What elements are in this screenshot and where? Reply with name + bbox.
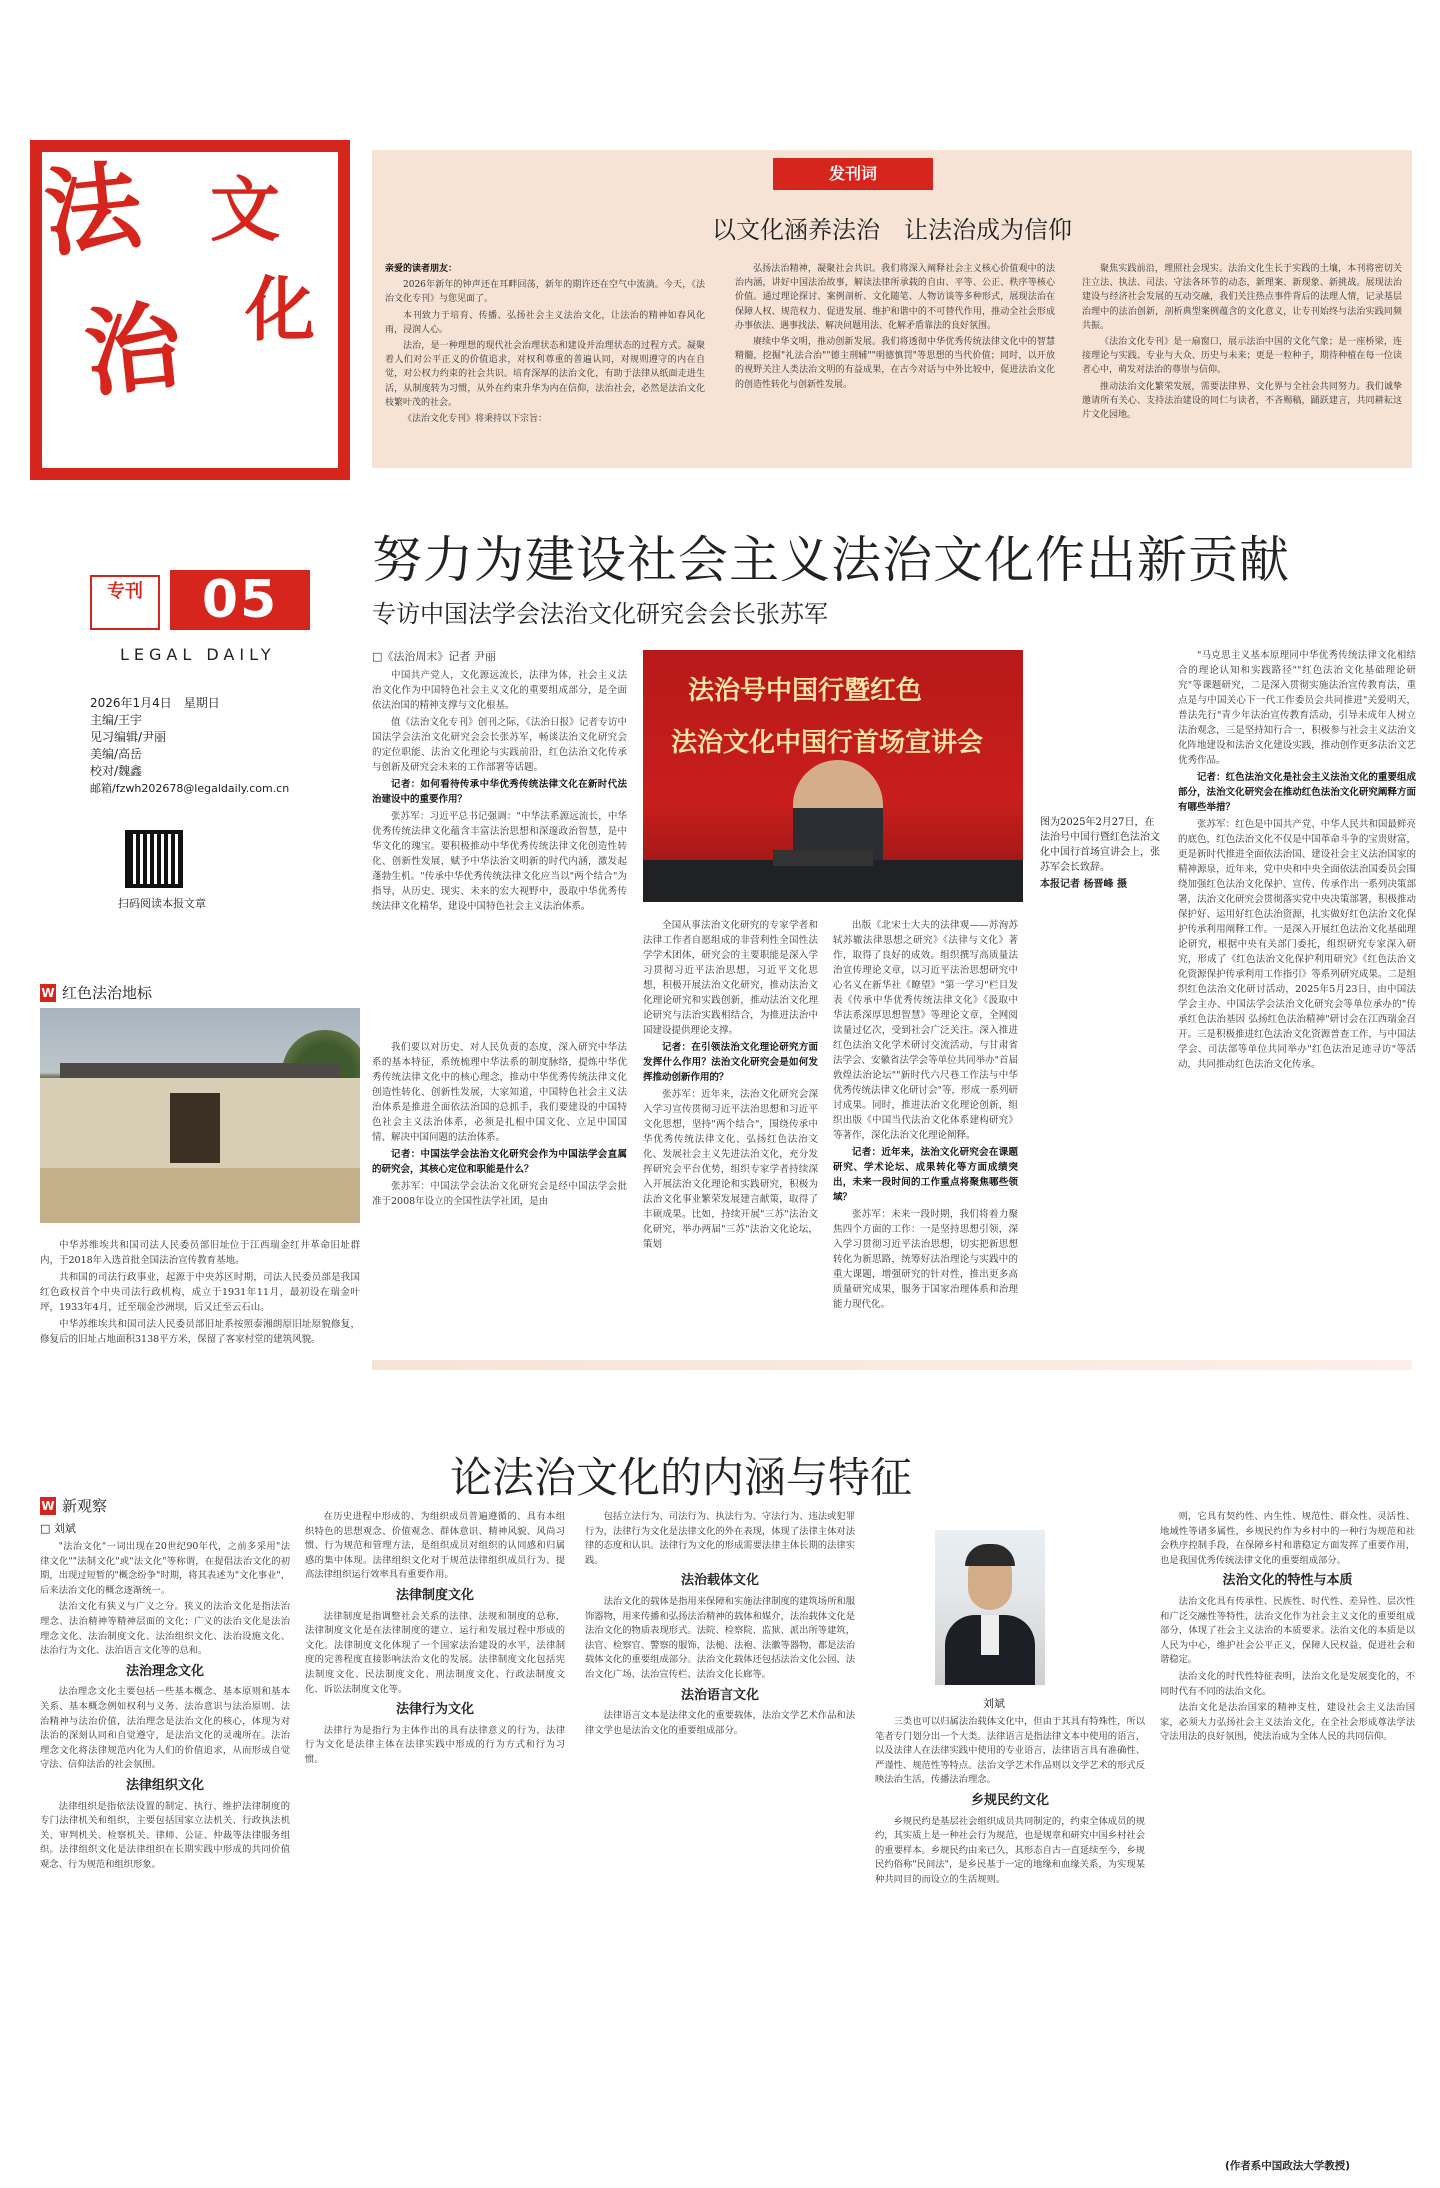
hair-shape xyxy=(965,1544,1015,1566)
editorial-col-2 xyxy=(735,262,1055,394)
article-paragraph: "马克思主义基本原理同中华优秀传统法律文化相结合的理论认知和实践路径""红色法治文化基础理论研究"等课题研究，二是深入贯彻实施法治宣传教育法，重点是与中国关心下一代工作委员会共同推进"关爱明天，普法先行"青少年法治宣传教育活动，引导未成年人树立法治观念，三是坚持知行合一，积极参与社会主义法治文化阵地建设和法治文化建设实践，推动创作更多法治文艺优秀作品。 xyxy=(1178,650,1416,766)
article-paragraph: 中国共产党人，文化源远流长，法律为体，社会主义法治文化作为中国特色社会主义文化的重要组成部分，是全面依法治国的精神支撑与文化根基。 xyxy=(372,670,627,711)
special-issue-label: 专刊 xyxy=(90,575,160,630)
editorial-paragraph: 2026年新年的钟声还在耳畔回荡，新年的期许还在空气中流淌。今天，《法治文化专刊》与您见面了。 xyxy=(385,280,705,305)
article-paragraph: 法律制度是指调整社会关系的法律、法规和制度的总称，法律制度文化是在法律制度的建立、运行和发展过程中形成的文化。法律制度文化体现了一个国家法治建设的水平，法律制度的完善程度直接影响法治文化的发展。法律制度文化包括宪法制度文化、民法制度文化、刑法制度文化、行政法制度文化、诉讼法制度文化等。 xyxy=(305,1610,565,1695)
article-paragraph: 张苏军：习近平总书记强调："中华法系源远流长，中华优秀传统法律文化蕴含丰富法治思想和深邃政治智慧，是中华文化的瑰宝。要积极推动中华优秀传统法律文化创造性转化、创新性发展，赋予中华法治文明新的时代内涵，激发起蓬勃生机。"传承中华优秀传统法律文化应当以"两个结合"为指导，从历史、现实、未来的宏大视野中，汲取中华优秀传统法律文化精华，建设中国特色社会主义法治体系。 xyxy=(372,811,627,912)
article-paragraph: 张苏军：红色是中国共产党、中华人民共和国最鲜亮的底色，红色法治文化不仅是中国革命斗争的宝贵财富，更是新时代推进全面依法治国、建设社会主义法治国家的精神源泉，近年来，党中央和中央全面依法治国委员会围绕加强红色法治文化保护、宣传、传承作出一系列决策部署，法治文化研究会贯彻落实党中央决策部署，积极推动保护好、运用好红色法治资源，扎实做好红色法治文化保护传承利用阐释工作。一是深入开展红色法治文化基础理论研究，根据中央有关部门委托，组织研究专家深入研究，形成了《红色法治文化保护利用研究》《红色法治文化资源保护传承利用工作指引》等系列研究成果。二是组织红色法治文化研讨活动，2025年5月23日，由中国法学会主办、中国法学会法治文化研究会等单位承办的"传承红色法治基因 弘扬红色法治精神"研讨会在江西瑞金召开。三是积极推进红色法治文化资源普查工作，与中国法学会、司法部等单位共同举办"红色法治足迹寻访"等活动，共同推动红色法治文化传承。 xyxy=(1178,819,1416,1070)
section-heading: 法治载体文化 xyxy=(680,1573,759,1589)
section-heading: 法治文化的特性与本质 xyxy=(1222,1573,1353,1589)
editorial-tag: 发刊词 xyxy=(773,158,933,190)
proofreader: 校对/魏鑫 xyxy=(90,764,143,778)
editorial-salutation: 亲爱的读者朋友： xyxy=(385,264,458,274)
edition-info xyxy=(90,695,310,797)
caption-text: 图为2025年2月27日，在法治号中国行暨红色法治文化中国行首场宣讲会上，张苏军会长致辞。 xyxy=(1040,817,1160,873)
article-paragraph: 法治文化的载体是指用来保障和实施法律制度的建筑场所和服饰器物，用来传播和弘扬法治精神的载体和媒介，法治载体文化是法治文化的物质表现形式。法院、检察院、监狱、派出所等建筑，法官、检察官、警察的服饰，法槌、法袍、法徽等器物，都是法治载体文化的重要组成部分。法治文化载体还包括法治文化公园、法治文化广场、法治宣传栏、法治文化长廊等。 xyxy=(585,1595,855,1680)
article-paragraph: 法治文化是法治国家的精神支柱，建设社会主义法治国家，必须大力弘扬社会主义法治文化，在全社会形成尊法学法守法用法的良好氛围，使法治成为全体人民的共同信仰。 xyxy=(1160,1702,1415,1743)
qr-code[interactable] xyxy=(125,830,183,888)
article-paragraph: 则，它具有契约性、内生性、规范性、群众性、灵活性、地域性等诸多属性，乡规民约作为乡村中的一种行为规范和社会秩序控制手段，在保障乡村和谐稳定方面发挥了重要作用，也是我国优秀传统法律文化的重要组成部分。 xyxy=(1160,1511,1415,1566)
photo-caption xyxy=(1040,815,1160,892)
article-paragraph: 法治理念文化主要包括一些基本概念、基本原则和基本关系、基本概念例如权利与义务、法治意识与法治原则、法治精神与法治价值，法治理念是法治文化的核心，体现为对法治的深刻认同和自觉遵守，是法治文化的灵魂所在。法治理念文化将法律规范内化为人们的价值追求，从而形成自觉守法、信仰法治的社会氛围。 xyxy=(40,1686,290,1771)
editorial-paragraph: 《法治文化专刊》将秉持以下宗旨： xyxy=(403,414,548,425)
interview-question: 记者：如何看待传承中华优秀传统法律文化在新时代法治建设中的重要作用？ xyxy=(372,779,627,805)
main-col-5 xyxy=(1178,648,1416,1348)
art2-col-5 xyxy=(1160,1510,1415,2150)
art2-col-1 xyxy=(40,1540,290,2180)
art-editor: 美编/高岳 xyxy=(90,747,143,761)
editorial-paragraph: 本刊致力于培育、传播、弘扬社会主义法治文化，让法治的精神如春风化雨，浸润人心。 xyxy=(385,310,705,335)
laptop-shape xyxy=(773,850,873,866)
editorial-paragraph: 推动法治文化繁荣发展，需要法律界、文化界与全社会共同努力。我们诚挚邀请所有关心、支持法治建设的同仁与读者，不吝赐稿，踊跃建言，共同耕耘这片文化园地。 xyxy=(1082,381,1402,421)
editorial-paragraph: 《法治文化专刊》是一扇窗口，展示法治中国的文化气象；是一座桥梁，连接理论与实践、专业与大众、历史与未来；更是一粒种子，期待种植在每一位读者心中，萌发对法治的尊崇与信仰。 xyxy=(1082,337,1402,376)
editorial-title: 以文化涵养法治 让法治成为信仰 xyxy=(712,216,1072,244)
article-paragraph: 值《法治文化专刊》创刊之际，《法治日报》记者专访中国法学会法治文化研究会会长张苏军，畅谈法治文化研究会的定位职能、法治文化理论与实践前沿，红色法治文化传承与创新及研究会未来的工作部署等话题。 xyxy=(372,717,627,773)
editorial-paragraph: 聚焦实践前沿，理照社会现实。法治文化生长于实践的土壤，本刊将密切关注立法、执法、司法、守法各环节的动态，新理案、新现象、新挑战。展现法治建设与经济社会发展的互动交融，我们关注热点事件背后的法理人情，记录基层治理中的法治创新，剖析典型案例蕴含的文化意义，让专刊始终与法治实践同频共振。 xyxy=(1082,264,1402,331)
legal-daily-wordmark: LEGAL DAILY xyxy=(120,645,276,664)
ground-shape xyxy=(40,1168,360,1223)
author-portrait xyxy=(935,1530,1045,1685)
site-paragraph: 共和国的司法行政事业，起源于中央苏区时期，司法人民委员部是我国红色政权首个中央司法行政机构，成立于1931年11月，最初设在瑞金叶坪，1933年4月，迁至瑞金沙洲坝，后又迁至云石山。 xyxy=(40,1272,360,1313)
art2-col-3 xyxy=(585,1510,855,2180)
site-paragraph: 中华苏维埃共和国司法人民委员部旧址系按照泰湘朗原旧址原貌修复，修复后的旧址占地面积3138平方米，保留了客家村堂的建筑风貌。 xyxy=(40,1319,360,1345)
interview-question: 记者：红色法治文化是社会主义法治文化的重要组成部分，法治文化研究会在推动红色法治文化研究阐释方面有哪些举措？ xyxy=(1178,772,1416,813)
section-divider xyxy=(372,1360,1412,1370)
article-paragraph: 法治文化有狭义与广义之分。狭义的法治文化是指法治理念、法治精神等精神层面的文化；广义的法治文化是法治理念文化、法治制度文化、法治组织文化、法治设施文化、法治行为文化、法治语言文化等的总和。 xyxy=(40,1601,290,1657)
author-note: (作者系中国政法大学教授) xyxy=(1225,2160,1351,2172)
section-heading: 法治语言文化 xyxy=(680,1687,759,1703)
main-col-3 xyxy=(643,918,818,1343)
interview-question: 记者：在引领法治文化理论研究方面发挥什么作用？法治文化研究会是如何发挥推动创新作用的？ xyxy=(643,1042,818,1083)
article-paragraph: 我们要以对历史、对人民负责的态度，深入研究中华法系的基本特征，系统梳理中华法系的制度脉络，提炼中华优秀传统法律文化中的核心理念，推动中华优秀传统法律文化创造性转化、创新性发展，大家知道，中国特色社会主义法治体系是推进全面依法治国的总抓手，我们要建设的中国特色社会主义法治体系，必须是扎根中国文化、立足中国国情、解决中国问题的法治体系。 xyxy=(372,1042,627,1143)
editorial-paragraph: 法治，是一种理想的现代社会治理状态和建设并治理状态的过程方式。凝聚着人们对公平正义的价值追求，对权利尊重的普遍认同，对规则遵守的内在自觉，对公权力约束的社会共识。培育深厚的法治文化，有助于法律从纸面走进生活，从制度转为习惯，从外在约束升华为内在信仰，法治社会，必然是法治文化枝繁叶茂的社会。 xyxy=(385,341,705,408)
section-heading: 法律制度文化 xyxy=(395,1587,474,1603)
article-2-headline: 论法治文化的内涵与特征 xyxy=(450,1453,913,1502)
masthead-char-wen: 文 xyxy=(210,168,280,251)
article-paragraph: 法治文化具有传承性、民族性、时代性、差异性、层次性和广泛交融性等特性，法治文化作为社会主义文化的重要组成部分，体现了社会主义法治的本质要求。法治文化的本质是以人民为中心，维护社会公平正义，保障人民权益，促进社会和谐稳定。 xyxy=(1160,1595,1415,1666)
masthead-char-fa: 法 xyxy=(39,148,147,271)
masthead-char-zhi: 治 xyxy=(79,288,187,411)
article-paragraph: 张苏军：未来一段时期，我们将着力聚焦四个方面的工作：一是坚持思想引领，深入学习贯彻习近平法治思想，切实把新思想转化为新思路，统筹好法治理论与实践中的重大课题，增强研究的针对性，推出更多高质量研究成果，服务于国家治理体系和治理能力现代化。 xyxy=(833,1209,1018,1310)
portrait-caption: 刘斌 xyxy=(983,1697,1005,1710)
editorial-paragraph: 赓续中华文明，推动创新发展。我们将透彻中华优秀传统法律文化中的智慧精髓，挖掘"礼法合治""德主刑辅""明德慎罚"等思想的当代价值；同时，以开放的视野关注人类法治文明的有益成果，在古今对话与中外比较中，促进法治文化的创造性转化与创新性发展。 xyxy=(735,337,1055,390)
editor-chief: 主编/王宇 xyxy=(90,713,143,727)
article-paragraph: 全国从事法治文化研究的专家学者和法律工作者自愿组成的非营利性全国性法学学术团体，研究会的主要职能是深入学习贯彻习近平法治思想，习近平文化思想，积极开展法治文化研究，推动法治文化理论研究和实践创新，推动法治文化理论研究与法治实践相结合，为推进法治中国建设提供理论支撑。 xyxy=(643,920,818,1036)
article-paragraph: "法治文化"一词出现在20世纪90年代，之前多采用"法律文化""法制文化"或"法文化"等称谓，在提倡法治文化的初期，出现过短暂的"概念纷争"时期，将其表述为"文化事业"，后来法治文化的概念逐渐统一。 xyxy=(40,1541,290,1596)
w-mark-icon: W xyxy=(41,985,55,1000)
main-photo xyxy=(643,650,1023,902)
new-observation-header xyxy=(40,1495,107,1516)
editorial-paragraph: 弘扬法治精神，凝聚社会共识。我们将深入阐释社会主义核心价值观中的法治内涵，讲好中国法治故事，解读法律所承载的自由、平等、公正、秩序等核心价值。通过理论探讨、案例剖析、文化随笔、人物访谈等多种形式，展现法治在保障人权、规范权力、促进发展、维护和谐中的不可替代作用，推动全社会形成办事依法、遇事找法、解决问题用法、化解矛盾靠法的良好氛围。 xyxy=(735,264,1055,331)
site-photo xyxy=(40,1008,360,1223)
section-heading: 乡规民约文化 xyxy=(970,1792,1049,1808)
new-observation-title: 新观察 xyxy=(62,1497,108,1515)
shirt-shape xyxy=(981,1615,999,1655)
editor-trainee: 见习编辑/尹丽 xyxy=(90,730,167,744)
article-paragraph: 张苏军：中国法学会法治文化研究会是经中国法学会批准于2008年设立的全国性法学社团，是由 xyxy=(372,1181,627,1207)
article-paragraph: 法治文化的时代性特征表明，法治文化是发展变化的，不同时代有不同的法治文化。 xyxy=(1160,1670,1415,1697)
main-col-1b xyxy=(372,1040,627,1340)
editorial-col-1 xyxy=(385,262,705,428)
main-headline: 努力为建设社会主义法治文化作出新贡献 xyxy=(372,531,1290,589)
article-2-byline: □ 刘斌 xyxy=(40,1522,76,1535)
article-paragraph: 法律行为是指行为主体作出的具有法律意义的行为，法律行为文化是法律主体在法律实践中形成的行为方式和行为习惯。 xyxy=(305,1724,565,1765)
gate-shape xyxy=(170,1093,220,1163)
red-site-header xyxy=(40,982,152,1003)
qr-caption: 扫码阅读本报文章 xyxy=(118,897,206,910)
main-byline: □《法治周末》记者 尹丽 xyxy=(372,650,496,663)
site-paragraph: 中华苏维埃共和国司法人民委员部旧址位于江西瑞金红井革命旧址群内，于2018年入选首批全国法治宣传教育基地。 xyxy=(40,1240,360,1266)
article-paragraph: 在历史进程中形成的、为组织成员普遍遵循的、具有本组织特色的思想观念、价值观念、群体意识、精神风貌、风尚习惯、行为规范和管理方法，是组织成员对组织的认同感和归属感的集中体现。法律组织文化对于规范法律组织成员行为、提高法律组织运行效率具有重要作用。 xyxy=(305,1511,565,1581)
main-col-4 xyxy=(833,918,1018,1343)
interview-question: 记者：中国法学会法治文化研究会作为中国法学会直属的研究会，其核心定位和职能是什么？ xyxy=(372,1149,627,1175)
article-paragraph: 乡规民约是基层社会组织成员共同制定的，约束全体成员的规约，其实质上是一种社会行为规范，也是规章和研究中国乡村社会的重要样本。乡规民约由来已久，其形态自古一直延续至今，乡规民约俗称"民间法"，是乡民基于一定的地缘和血缘关系，为实现某种共同目的而设立的生活规则。 xyxy=(875,1815,1145,1885)
site-description xyxy=(40,1238,360,1349)
photo-banner-line-2: 法治文化中国行首场宣讲会 xyxy=(671,728,984,758)
w-mark-icon: W xyxy=(41,1498,55,1513)
article-paragraph: 张苏军：近年来，法治文化研究会深入学习宣传贯彻习近平法治思想和习近平文化思想，坚持"两个结合"，围绕传承中华优秀传统法律文化、弘扬红色法治文化、发展社会主义先进法治文化，充分发挥研究会平台优势，组织专家学者持续深入开展法治文化理论和实践研究，积极为法治文化事业繁荣发展建言献策，取得了丰硕成果。比如，持续开展"三苏"法治文化研究，举办两届"三苏"法治文化论坛，策划 xyxy=(643,1089,818,1250)
section-heading: 法治理念文化 xyxy=(125,1663,204,1679)
caption-credit: 本报记者 杨晋峰 摄 xyxy=(1040,879,1127,890)
edition-date: 2026年1月4日 星期日 xyxy=(90,696,220,710)
red-site-title: 红色法治地标 xyxy=(62,984,153,1002)
masthead-char-hua: 化 xyxy=(245,268,315,351)
article-paragraph: 出版《北宋士大夫的法律观——苏洵苏轼苏辙法律思想之研究》《法律与文化》著作，取得了良好的成效。组织撰写高质量法治宣传理论文章，以习近平法治思想研究中心名义在新华社《瞭望》"第一学习"栏目发表《传承中华优秀传统法律文化》《汲取中华法系深厚思想智慧》等理论文章，全网阅读量过亿次，受到社会广泛关注。深入推进红色法治文化学术研讨交流活动，与甘肃省法学会、安徽省法学会等单位共同举办"首届敦煌法治论坛""新时代六尺巷工作法与中华优秀传统法律文化研讨会"等，形成一系列研讨成果。同时，推进法治文化理论创新，组织出版《中国当代法治文化体系建构研究》等著作，深化法治文化理论阐释。 xyxy=(833,920,1018,1141)
section-heading: 法律行为文化 xyxy=(395,1702,474,1718)
issue-number: 05 xyxy=(170,570,310,630)
article-paragraph: 法律语言文本是法律文化的重要载体，法治文学艺术作品和法律文学也是法治文化的重要组成部分。 xyxy=(585,1710,855,1736)
desk-shape xyxy=(643,860,1023,902)
email[interactable]: 邮箱/fzwh202678@legaldaily.com.cn xyxy=(90,782,290,795)
article-paragraph: 包括立法行为、司法行为、执法行为、守法行为、违法或犯罪行为，法律行为文化是法律文化的外在表现，体现了法律主体对法律的态度和认识。法律行为文化的形成需要法律主体长期的法律实践。 xyxy=(585,1511,855,1566)
article-paragraph: 三类也可以归属法治载体文化中，但由于其具有特殊性，所以笔者专门划分出一个大类。法律语言是指法律文本中使用的语言，以及法律人在法律实践中使用的专业语言，法律语言具有准确性、严谨性、规范性等特点。法治文学艺术作品则以文学艺术的形式反映法治生活，传播法治理念。 xyxy=(875,1716,1145,1786)
photo-banner-line-1: 法治号中国行暨红色 xyxy=(688,676,923,706)
interview-question: 记者：近年来，法治文化研究会在课题研究、学术论坛、成果转化等方面成绩突出，未来一段时间的工作重点将聚焦哪些领域？ xyxy=(833,1147,1018,1203)
section-heading: 法律组织文化 xyxy=(125,1777,204,1793)
art2-col-4 xyxy=(875,1715,1145,2180)
editorial-col-3 xyxy=(1082,262,1402,424)
main-subheadline: 专访中国法学会法治文化研究会会长张苏军 xyxy=(372,600,828,628)
article-paragraph: 法律组织是指依法设置的制定、执行、维护法律制度的专门法律机关和组织，主要包括国家立法机关、行政执法机关、审判机关、检察机关、律师、公证、仲裁等法律服务组织。法律组织文化是法律组织在长期实践中形成的共同价值观念、行为规范和组织形象。 xyxy=(40,1800,290,1870)
art2-col-2 xyxy=(305,1510,565,2180)
